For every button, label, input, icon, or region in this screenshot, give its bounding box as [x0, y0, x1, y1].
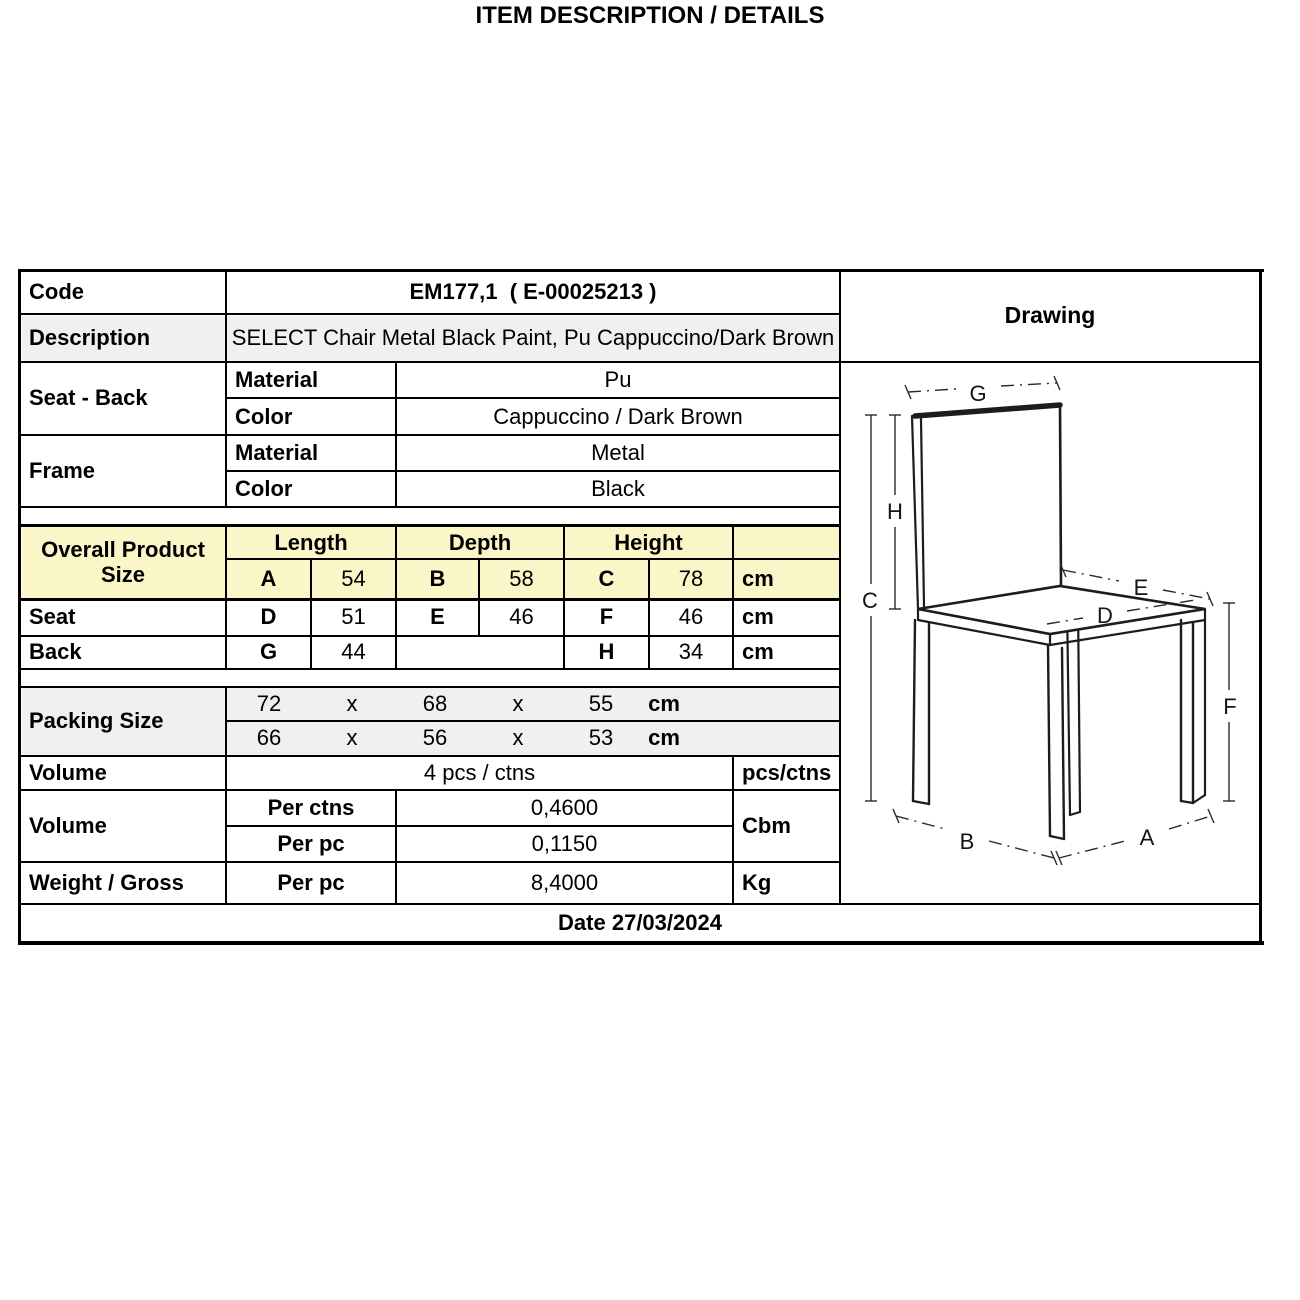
overall-dim-value: 54 — [341, 565, 366, 591]
overall-dim-value: 58 — [509, 565, 534, 591]
size-header-length: Length — [274, 529, 348, 555]
packing-x: x — [512, 724, 524, 750]
seat-dim-value: 46 — [509, 604, 534, 630]
packing-unit: cm — [648, 724, 680, 750]
seat-dim-letter: D — [260, 604, 277, 630]
packing-x: x — [346, 724, 358, 750]
seat-back-color-label: Color — [235, 403, 293, 429]
packing-value: 55 — [588, 690, 614, 716]
overall-dim-letter: A — [260, 565, 277, 591]
packing-value: 72 — [256, 690, 282, 716]
packing-label: Packing Size — [29, 707, 164, 733]
size-group-label: Overall Product Size — [41, 536, 205, 587]
frame-color-label: Color — [235, 475, 293, 501]
frame-color-value: Black — [591, 475, 645, 501]
back-unit: cm — [742, 639, 774, 665]
volume-pcs-value: 4 pcs / ctns — [423, 759, 536, 785]
date-label: Date 27/03/2024 — [558, 909, 722, 935]
seat-back-material-label: Material — [235, 366, 319, 392]
packing-x: x — [512, 690, 524, 716]
page-title: ITEM DESCRIPTION / DETAILS — [475, 1, 825, 29]
overall-unit: cm — [742, 565, 774, 591]
seat-back-material-value: Pu — [604, 366, 632, 392]
weight-value: 8,4000 — [530, 869, 599, 895]
code-label: Code — [29, 278, 84, 304]
dim-label-f: F — [1223, 694, 1237, 719]
dim-label-c: C — [862, 588, 878, 613]
dim-label-g: G — [969, 381, 987, 406]
dim-label-b: B — [959, 829, 975, 854]
back-dim-letter: H — [598, 639, 615, 665]
grid-line — [18, 941, 1264, 945]
grid-line — [732, 756, 734, 905]
frame-material-label: Material — [235, 439, 319, 465]
dim-label-h: H — [887, 499, 903, 524]
packing-unit: cm — [648, 690, 680, 716]
dim-label-a: A — [1139, 825, 1155, 850]
description-value: SELECT Chair Metal Black Paint, Pu Cappuccino/Dark Brown — [231, 324, 835, 350]
seat-row-label: Seat — [29, 604, 76, 630]
packing-value: 53 — [588, 724, 614, 750]
drawing-header: Drawing — [1004, 302, 1096, 329]
seat-back-color-value: Cappuccino / Dark Brown — [493, 403, 743, 429]
packing-value: 66 — [256, 724, 282, 750]
weight-sub-label: Per pc — [277, 869, 345, 895]
seat-dim-letter: F — [599, 604, 614, 630]
frame-label: Frame — [29, 457, 96, 483]
weight-label: Weight / Gross — [29, 869, 184, 895]
grid-line — [732, 526, 734, 670]
volume-cbm-label: Volume — [29, 812, 107, 838]
grid-line — [1259, 269, 1262, 945]
chair-drawing — [841, 363, 1259, 903]
dim-label-e: E — [1133, 575, 1149, 600]
back-dim-value: 44 — [341, 639, 366, 665]
seat-dim-letter: E — [430, 604, 445, 630]
seat-dim-value: 46 — [678, 604, 704, 630]
volume-pcs-unit: pcs/ctns — [742, 759, 832, 785]
per-ctns-label: Per ctns — [267, 794, 355, 820]
packing-value: 56 — [422, 724, 448, 750]
seat-back-label: Seat - Back — [29, 385, 148, 411]
back-row-label: Back — [29, 639, 82, 665]
frame-material-value: Metal — [591, 439, 645, 465]
per-ctns-value: 0,4600 — [530, 794, 599, 820]
overall-dim-value: 78 — [678, 565, 704, 591]
volume-cbm-unit: Cbm — [742, 812, 791, 838]
back-dim-letter: G — [259, 639, 278, 665]
seat-unit: cm — [742, 604, 774, 630]
description-label: Description — [29, 324, 151, 350]
overall-dim-letter: B — [429, 565, 446, 591]
volume-pcs-label: Volume — [29, 759, 107, 785]
size-header-height: Height — [614, 529, 683, 555]
grid-line — [20, 668, 839, 670]
code-value: EM177,1 ( E-00025213 ) — [409, 278, 657, 304]
dim-label-d: D — [1097, 603, 1113, 628]
per-pc-label: Per pc — [277, 830, 345, 856]
weight-unit: Kg — [742, 869, 772, 895]
packing-value: 68 — [422, 690, 448, 716]
packing-x: x — [346, 690, 358, 716]
overall-dim-letter: C — [598, 565, 615, 591]
back-dim-value: 34 — [678, 639, 704, 665]
size-header-depth: Depth — [448, 529, 512, 555]
per-pc-value: 0,1150 — [531, 830, 598, 856]
grid-line — [18, 269, 21, 945]
seat-dim-value: 51 — [341, 604, 366, 630]
